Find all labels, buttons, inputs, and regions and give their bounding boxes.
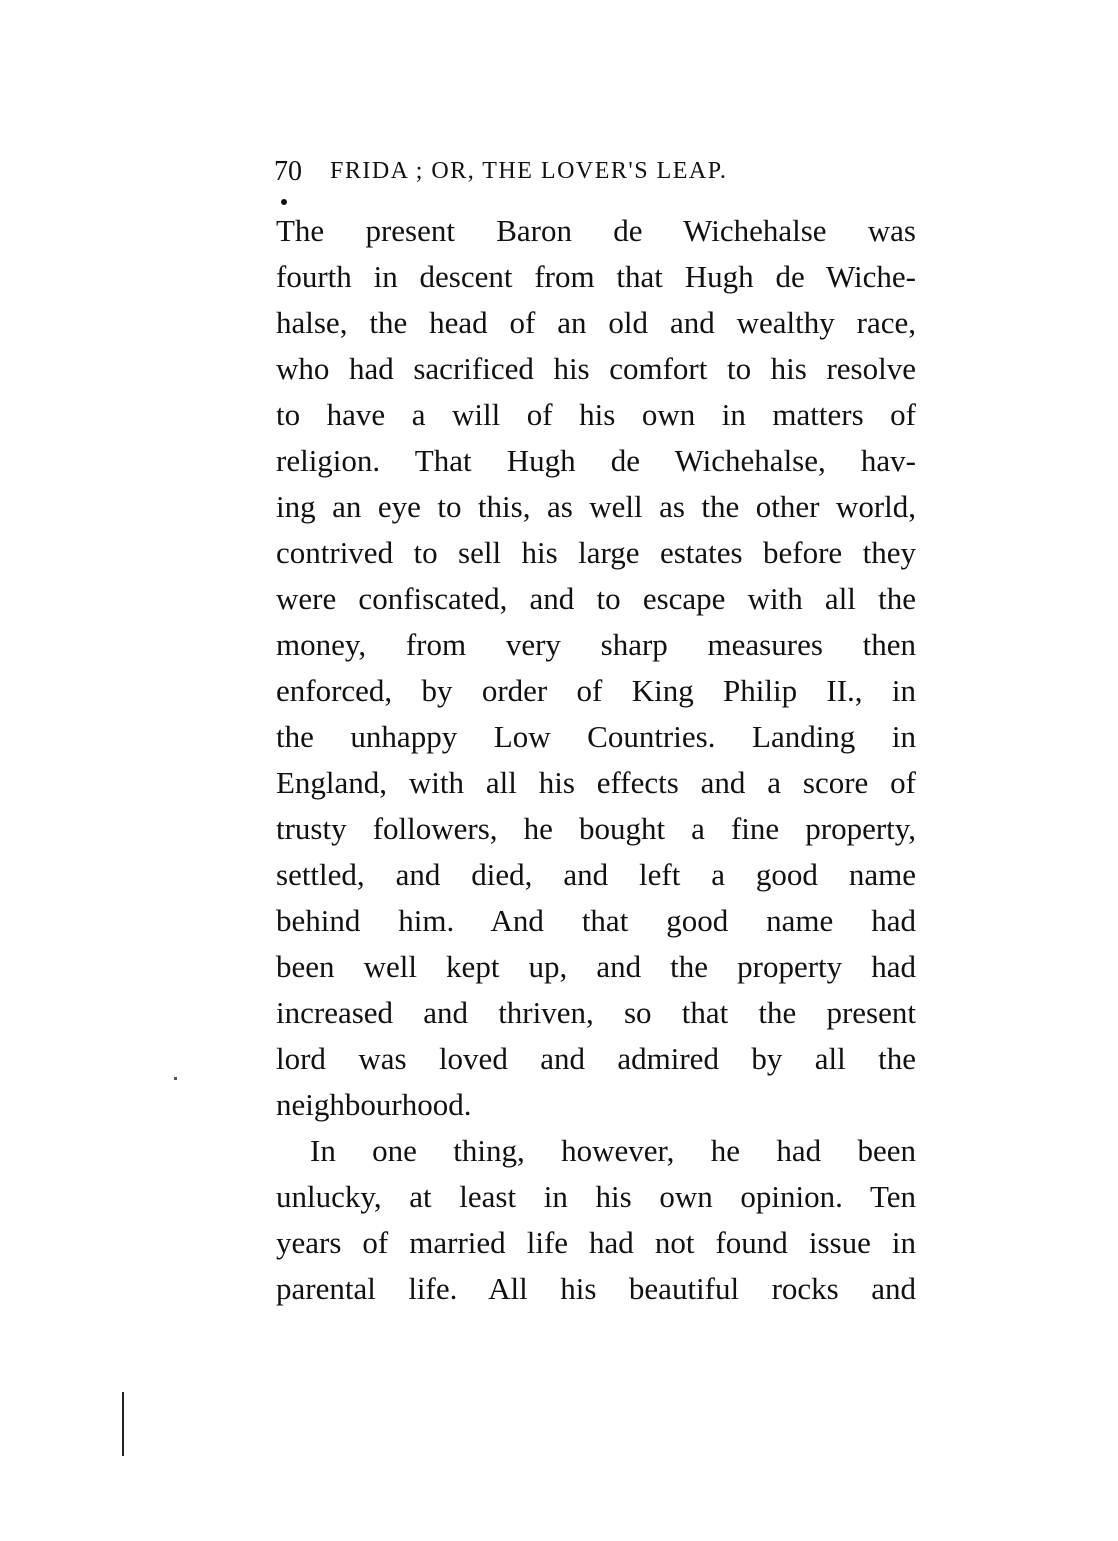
text-line: to have a will of his own in matters of [276,397,916,432]
text-line: lord was loved and admired by all the [276,1041,916,1076]
text-line: trusty followers, he bought a fine property, [276,811,916,846]
text-line: contrived to sell his large estates before they [276,535,916,570]
text-line: The present Baron de Wichehalse was [276,213,916,248]
paragraph-2 [276,1128,916,1312]
text-line: enforced, by order of King Philip II., in [276,673,916,708]
text-line: religion. That Hugh de Wichehalse, hav- [276,443,916,478]
printer-mark [281,199,287,205]
text-line: behind him. And that good name had [276,903,916,938]
text-line: the unhappy Low Countries. Landing in [276,719,916,754]
text-line: parental life. All his beautiful rocks and [276,1271,916,1306]
page-number: 70 [274,156,302,187]
text-line: been well kept up, and the property had [276,949,916,984]
running-title: FRIDA ; OR, THE LOVER'S LEAP. [330,158,728,184]
text-line: money, from very sharp measures then [276,627,916,662]
text-line: In one thing, however, he had been [310,1133,916,1168]
text-line: ing an eye to this, as well as the other world, [276,489,916,524]
text-line: halse, the head of an old and wealthy race, [276,305,916,340]
text-line: England, with all his effects and a score of [276,765,916,800]
text-line: increased and thriven, so that the present [276,995,916,1030]
text-line: were confiscated, and to escape with all the [276,581,916,616]
margin-rule [122,1392,124,1456]
paragraph-1 [276,208,916,1128]
text-line: unlucky, at least in his own opinion. Ten [276,1179,916,1214]
margin-speck [174,1077,177,1080]
text-line: settled, and died, and left a good name [276,857,916,892]
running-header [274,156,934,188]
text-line: neighbourhood. [276,1087,472,1122]
body-text [276,208,916,1312]
text-line: fourth in descent from that Hugh de Wiche- [276,259,916,294]
text-line: years of married life had not found issue in [276,1225,916,1260]
text-line: who had sacrificed his comfort to his resolve [276,351,916,386]
